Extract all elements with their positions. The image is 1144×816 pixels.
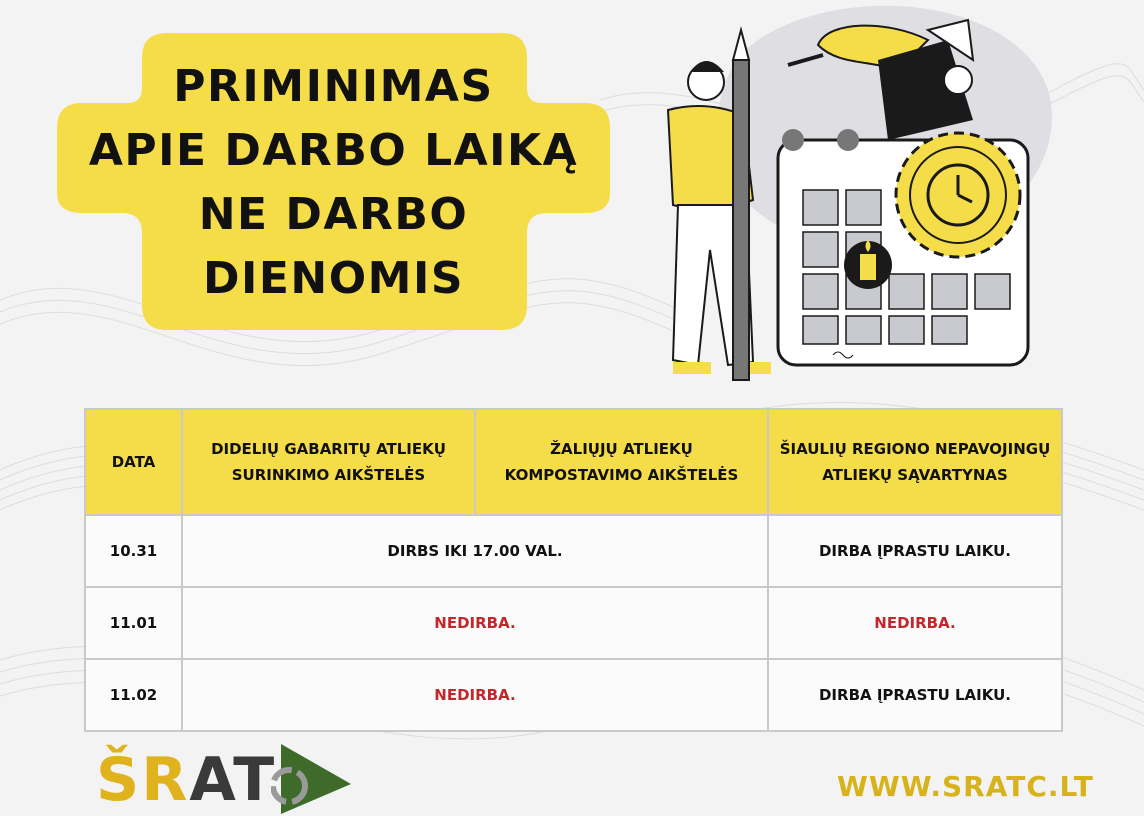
sratc-logo: [96, 742, 356, 814]
pencil-icon: [733, 30, 749, 380]
header-date: DATA: [85, 409, 182, 515]
table-row: [85, 659, 1062, 731]
header-landfill: ŠIAULIŲ REGIONO NEPAVOJINGŲ ATLIEKŲ SĄVARTYNAS: [768, 409, 1062, 515]
calendar-illustration: [628, 0, 1068, 395]
row-date: 11.02: [85, 659, 182, 731]
table-row: [85, 515, 1062, 587]
row-landfill-status: NEDIRBA.: [768, 587, 1062, 659]
logo-letter-r: R: [141, 745, 190, 815]
recycle-arrow-icon: [271, 744, 351, 814]
table-row: [85, 587, 1062, 659]
title-line-4: DIENOMIS: [202, 253, 465, 304]
website-link[interactable]: WWW.SRATC.LT: [837, 770, 1094, 803]
title-line-3: NE DARBO: [198, 189, 469, 240]
title-line-2: APIE DARBO LAIKĄ: [88, 125, 579, 176]
logo-letter-s: Š: [96, 745, 142, 815]
title-line-1: PRIMINIMAS: [173, 61, 494, 112]
row-sites-status: DIRBS IKI 17.00 VAL.: [182, 515, 768, 587]
clock-gear-icon: [896, 133, 1020, 257]
table-header-row: [85, 409, 1062, 515]
row-date: 10.31: [85, 515, 182, 587]
row-landfill-status: DIRBA ĮPRASTU LAIKU.: [768, 659, 1062, 731]
row-sites-status: NEDIRBA.: [182, 587, 768, 659]
header-green-waste-sites: ŽALIŲJŲ ATLIEKŲ KOMPOSTAVIMO AIKŠTELĖS: [475, 409, 768, 515]
row-landfill-status: DIRBA ĮPRASTU LAIKU.: [768, 515, 1062, 587]
logo-letters-at: AT: [189, 745, 277, 815]
title-banner: [57, 33, 610, 330]
page-title: [57, 55, 610, 311]
row-date: 11.01: [85, 587, 182, 659]
header-bulky-waste-sites: DIDELIŲ GABARITŲ ATLIEKŲ SURINKIMO AIKŠTELĖS: [182, 409, 475, 515]
row-sites-status: NEDIRBA.: [182, 659, 768, 731]
schedule-table: [84, 408, 1063, 732]
